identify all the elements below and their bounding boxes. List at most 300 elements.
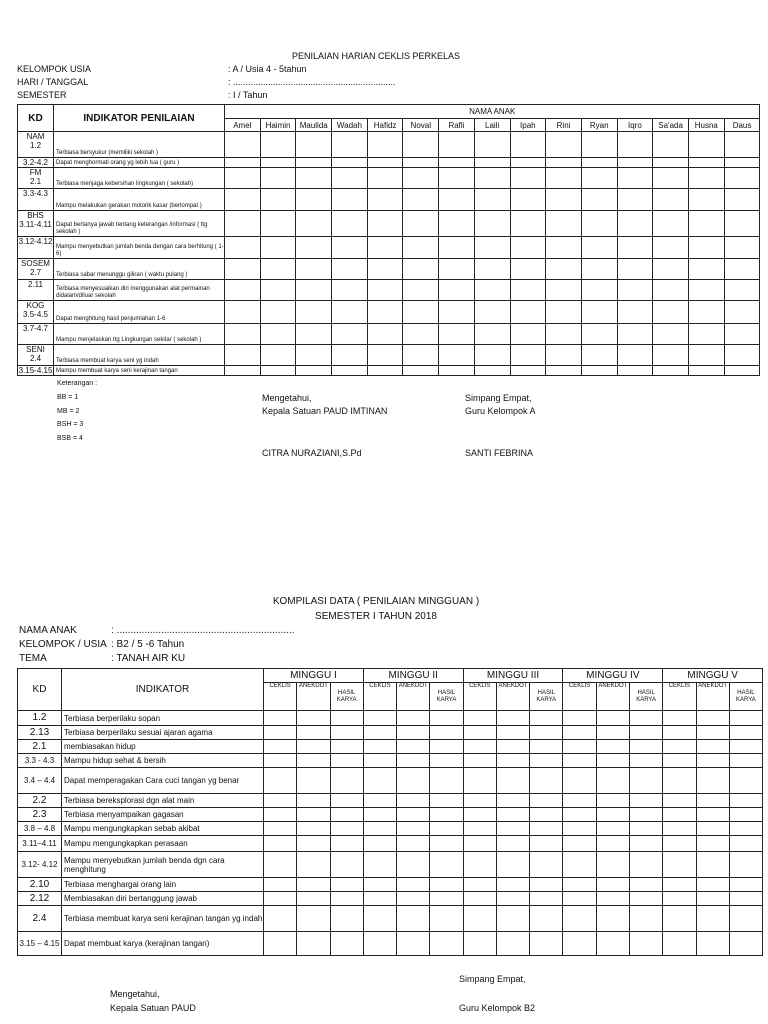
score-cell[interactable] (363, 711, 396, 726)
check-cell[interactable] (260, 237, 296, 259)
score-cell[interactable] (663, 878, 696, 892)
score-cell[interactable] (596, 906, 629, 932)
check-cell[interactable] (617, 301, 653, 324)
score-cell[interactable] (430, 726, 463, 740)
check-cell[interactable] (260, 301, 296, 324)
check-cell[interactable] (225, 259, 261, 280)
score-cell[interactable] (330, 740, 363, 754)
check-cell[interactable] (225, 366, 261, 376)
score-cell[interactable] (496, 932, 529, 956)
score-cell[interactable] (463, 768, 496, 794)
score-cell[interactable] (729, 726, 762, 740)
score-cell[interactable] (330, 878, 363, 892)
check-cell[interactable] (225, 301, 261, 324)
score-cell[interactable] (530, 711, 563, 726)
score-cell[interactable] (696, 932, 729, 956)
check-cell[interactable] (439, 189, 475, 211)
score-cell[interactable] (463, 740, 496, 754)
check-cell[interactable] (260, 366, 296, 376)
check-cell[interactable] (617, 211, 653, 237)
score-cell[interactable] (496, 906, 529, 932)
score-cell[interactable] (729, 711, 762, 726)
check-cell[interactable] (439, 237, 475, 259)
check-cell[interactable] (510, 345, 546, 366)
check-cell[interactable] (260, 259, 296, 280)
check-cell[interactable] (724, 168, 760, 189)
check-cell[interactable] (296, 168, 332, 189)
check-cell[interactable] (581, 324, 617, 345)
score-cell[interactable] (430, 768, 463, 794)
check-cell[interactable] (688, 132, 724, 158)
score-cell[interactable] (297, 932, 330, 956)
check-cell[interactable] (546, 211, 582, 237)
score-cell[interactable] (629, 740, 662, 754)
score-cell[interactable] (397, 754, 430, 768)
score-cell[interactable] (629, 768, 662, 794)
check-cell[interactable] (724, 324, 760, 345)
score-cell[interactable] (596, 852, 629, 878)
check-cell[interactable] (581, 211, 617, 237)
score-cell[interactable] (496, 794, 529, 808)
score-cell[interactable] (629, 822, 662, 836)
check-cell[interactable] (474, 301, 510, 324)
check-cell[interactable] (332, 345, 368, 366)
score-cell[interactable] (663, 906, 696, 932)
check-cell[interactable] (403, 158, 439, 168)
check-cell[interactable] (617, 237, 653, 259)
score-cell[interactable] (496, 822, 529, 836)
score-cell[interactable] (563, 808, 596, 822)
check-cell[interactable] (474, 211, 510, 237)
score-cell[interactable] (530, 726, 563, 740)
check-cell[interactable] (510, 259, 546, 280)
score-cell[interactable] (264, 740, 297, 754)
check-cell[interactable] (439, 168, 475, 189)
score-cell[interactable] (363, 726, 396, 740)
check-cell[interactable] (688, 189, 724, 211)
score-cell[interactable] (729, 794, 762, 808)
score-cell[interactable] (563, 711, 596, 726)
score-cell[interactable] (363, 892, 396, 906)
score-cell[interactable] (463, 726, 496, 740)
score-cell[interactable] (264, 852, 297, 878)
score-cell[interactable] (363, 878, 396, 892)
score-cell[interactable] (397, 836, 430, 852)
check-cell[interactable] (581, 345, 617, 366)
score-cell[interactable] (363, 932, 396, 956)
check-cell[interactable] (724, 211, 760, 237)
check-cell[interactable] (260, 132, 296, 158)
check-cell[interactable] (225, 132, 261, 158)
score-cell[interactable] (563, 794, 596, 808)
score-cell[interactable] (297, 852, 330, 878)
check-cell[interactable] (332, 132, 368, 158)
score-cell[interactable] (530, 836, 563, 852)
check-cell[interactable] (260, 158, 296, 168)
check-cell[interactable] (546, 132, 582, 158)
score-cell[interactable] (264, 768, 297, 794)
score-cell[interactable] (696, 822, 729, 836)
check-cell[interactable] (225, 168, 261, 189)
score-cell[interactable] (363, 822, 396, 836)
score-cell[interactable] (363, 836, 396, 852)
check-cell[interactable] (474, 189, 510, 211)
score-cell[interactable] (297, 740, 330, 754)
score-cell[interactable] (663, 726, 696, 740)
score-cell[interactable] (463, 878, 496, 892)
check-cell[interactable] (474, 259, 510, 280)
score-cell[interactable] (297, 808, 330, 822)
score-cell[interactable] (496, 892, 529, 906)
check-cell[interactable] (474, 280, 510, 301)
check-cell[interactable] (688, 259, 724, 280)
score-cell[interactable] (297, 906, 330, 932)
check-cell[interactable] (724, 366, 760, 376)
score-cell[interactable] (496, 878, 529, 892)
check-cell[interactable] (510, 189, 546, 211)
score-cell[interactable] (264, 878, 297, 892)
check-cell[interactable] (546, 259, 582, 280)
score-cell[interactable] (330, 754, 363, 768)
check-cell[interactable] (510, 280, 546, 301)
score-cell[interactable] (264, 711, 297, 726)
score-cell[interactable] (430, 906, 463, 932)
check-cell[interactable] (653, 168, 689, 189)
score-cell[interactable] (463, 808, 496, 822)
score-cell[interactable] (363, 852, 396, 878)
check-cell[interactable] (296, 189, 332, 211)
score-cell[interactable] (397, 822, 430, 836)
check-cell[interactable] (724, 259, 760, 280)
score-cell[interactable] (297, 726, 330, 740)
score-cell[interactable] (397, 726, 430, 740)
score-cell[interactable] (330, 852, 363, 878)
score-cell[interactable] (596, 822, 629, 836)
score-cell[interactable] (596, 932, 629, 956)
score-cell[interactable] (330, 768, 363, 794)
score-cell[interactable] (430, 740, 463, 754)
score-cell[interactable] (530, 768, 563, 794)
check-cell[interactable] (439, 280, 475, 301)
check-cell[interactable] (403, 301, 439, 324)
check-cell[interactable] (653, 189, 689, 211)
score-cell[interactable] (663, 754, 696, 768)
check-cell[interactable] (653, 259, 689, 280)
score-cell[interactable] (596, 711, 629, 726)
score-cell[interactable] (596, 740, 629, 754)
check-cell[interactable] (225, 211, 261, 237)
score-cell[interactable] (397, 711, 430, 726)
score-cell[interactable] (430, 836, 463, 852)
check-cell[interactable] (474, 158, 510, 168)
check-cell[interactable] (581, 259, 617, 280)
score-cell[interactable] (629, 932, 662, 956)
score-cell[interactable] (629, 878, 662, 892)
check-cell[interactable] (403, 168, 439, 189)
score-cell[interactable] (264, 906, 297, 932)
score-cell[interactable] (729, 808, 762, 822)
check-cell[interactable] (653, 301, 689, 324)
score-cell[interactable] (330, 836, 363, 852)
score-cell[interactable] (696, 892, 729, 906)
check-cell[interactable] (474, 237, 510, 259)
check-cell[interactable] (439, 158, 475, 168)
check-cell[interactable] (546, 345, 582, 366)
score-cell[interactable] (663, 711, 696, 726)
check-cell[interactable] (260, 189, 296, 211)
score-cell[interactable] (496, 836, 529, 852)
check-cell[interactable] (653, 280, 689, 301)
score-cell[interactable] (596, 794, 629, 808)
score-cell[interactable] (397, 878, 430, 892)
check-cell[interactable] (403, 280, 439, 301)
check-cell[interactable] (367, 301, 403, 324)
score-cell[interactable] (563, 852, 596, 878)
score-cell[interactable] (496, 768, 529, 794)
score-cell[interactable] (563, 740, 596, 754)
score-cell[interactable] (397, 768, 430, 794)
check-cell[interactable] (581, 280, 617, 301)
check-cell[interactable] (581, 168, 617, 189)
score-cell[interactable] (629, 852, 662, 878)
check-cell[interactable] (225, 324, 261, 345)
score-cell[interactable] (563, 932, 596, 956)
score-cell[interactable] (363, 754, 396, 768)
score-cell[interactable] (663, 768, 696, 794)
score-cell[interactable] (696, 711, 729, 726)
check-cell[interactable] (617, 132, 653, 158)
check-cell[interactable] (296, 280, 332, 301)
score-cell[interactable] (330, 906, 363, 932)
score-cell[interactable] (563, 878, 596, 892)
score-cell[interactable] (463, 852, 496, 878)
score-cell[interactable] (729, 852, 762, 878)
check-cell[interactable] (510, 168, 546, 189)
score-cell[interactable] (463, 906, 496, 932)
score-cell[interactable] (596, 892, 629, 906)
score-cell[interactable] (596, 808, 629, 822)
check-cell[interactable] (617, 168, 653, 189)
check-cell[interactable] (724, 189, 760, 211)
check-cell[interactable] (653, 345, 689, 366)
score-cell[interactable] (397, 906, 430, 932)
score-cell[interactable] (330, 932, 363, 956)
check-cell[interactable] (367, 366, 403, 376)
check-cell[interactable] (688, 280, 724, 301)
score-cell[interactable] (397, 794, 430, 808)
score-cell[interactable] (496, 740, 529, 754)
score-cell[interactable] (430, 878, 463, 892)
score-cell[interactable] (696, 794, 729, 808)
score-cell[interactable] (330, 892, 363, 906)
check-cell[interactable] (439, 301, 475, 324)
score-cell[interactable] (696, 852, 729, 878)
check-cell[interactable] (332, 259, 368, 280)
check-cell[interactable] (367, 345, 403, 366)
score-cell[interactable] (264, 822, 297, 836)
check-cell[interactable] (474, 324, 510, 345)
score-cell[interactable] (663, 836, 696, 852)
check-cell[interactable] (367, 132, 403, 158)
score-cell[interactable] (729, 754, 762, 768)
check-cell[interactable] (581, 301, 617, 324)
score-cell[interactable] (463, 892, 496, 906)
check-cell[interactable] (225, 237, 261, 259)
check-cell[interactable] (367, 158, 403, 168)
score-cell[interactable] (496, 808, 529, 822)
score-cell[interactable] (596, 726, 629, 740)
score-cell[interactable] (696, 906, 729, 932)
score-cell[interactable] (629, 754, 662, 768)
check-cell[interactable] (260, 345, 296, 366)
check-cell[interactable] (332, 324, 368, 345)
check-cell[interactable] (510, 324, 546, 345)
check-cell[interactable] (474, 345, 510, 366)
score-cell[interactable] (530, 892, 563, 906)
score-cell[interactable] (463, 794, 496, 808)
check-cell[interactable] (332, 301, 368, 324)
check-cell[interactable] (260, 211, 296, 237)
score-cell[interactable] (363, 808, 396, 822)
score-cell[interactable] (297, 822, 330, 836)
check-cell[interactable] (724, 345, 760, 366)
score-cell[interactable] (530, 740, 563, 754)
check-cell[interactable] (296, 301, 332, 324)
check-cell[interactable] (332, 211, 368, 237)
score-cell[interactable] (629, 794, 662, 808)
check-cell[interactable] (332, 189, 368, 211)
score-cell[interactable] (264, 836, 297, 852)
check-cell[interactable] (546, 237, 582, 259)
score-cell[interactable] (696, 726, 729, 740)
score-cell[interactable] (696, 754, 729, 768)
check-cell[interactable] (225, 189, 261, 211)
score-cell[interactable] (729, 740, 762, 754)
check-cell[interactable] (688, 211, 724, 237)
score-cell[interactable] (530, 808, 563, 822)
score-cell[interactable] (729, 906, 762, 932)
score-cell[interactable] (496, 852, 529, 878)
score-cell[interactable] (696, 768, 729, 794)
score-cell[interactable] (563, 892, 596, 906)
check-cell[interactable] (367, 259, 403, 280)
check-cell[interactable] (546, 280, 582, 301)
score-cell[interactable] (330, 822, 363, 836)
score-cell[interactable] (530, 932, 563, 956)
check-cell[interactable] (510, 132, 546, 158)
check-cell[interactable] (403, 366, 439, 376)
check-cell[interactable] (653, 324, 689, 345)
check-cell[interactable] (403, 259, 439, 280)
score-cell[interactable] (629, 836, 662, 852)
check-cell[interactable] (617, 345, 653, 366)
score-cell[interactable] (663, 808, 696, 822)
score-cell[interactable] (696, 878, 729, 892)
score-cell[interactable] (696, 740, 729, 754)
score-cell[interactable] (330, 726, 363, 740)
check-cell[interactable] (260, 280, 296, 301)
check-cell[interactable] (581, 132, 617, 158)
score-cell[interactable] (463, 822, 496, 836)
check-cell[interactable] (653, 158, 689, 168)
score-cell[interactable] (363, 906, 396, 932)
score-cell[interactable] (264, 892, 297, 906)
check-cell[interactable] (403, 132, 439, 158)
score-cell[interactable] (563, 754, 596, 768)
check-cell[interactable] (546, 324, 582, 345)
check-cell[interactable] (724, 280, 760, 301)
score-cell[interactable] (496, 726, 529, 740)
score-cell[interactable] (563, 768, 596, 794)
score-cell[interactable] (663, 932, 696, 956)
check-cell[interactable] (617, 158, 653, 168)
score-cell[interactable] (696, 836, 729, 852)
check-cell[interactable] (260, 324, 296, 345)
check-cell[interactable] (617, 189, 653, 211)
score-cell[interactable] (663, 892, 696, 906)
check-cell[interactable] (439, 345, 475, 366)
score-cell[interactable] (729, 892, 762, 906)
check-cell[interactable] (474, 366, 510, 376)
score-cell[interactable] (397, 852, 430, 878)
score-cell[interactable] (729, 822, 762, 836)
score-cell[interactable] (530, 822, 563, 836)
score-cell[interactable] (264, 754, 297, 768)
score-cell[interactable] (729, 878, 762, 892)
score-cell[interactable] (563, 822, 596, 836)
check-cell[interactable] (403, 345, 439, 366)
check-cell[interactable] (367, 168, 403, 189)
check-cell[interactable] (332, 158, 368, 168)
check-cell[interactable] (510, 301, 546, 324)
score-cell[interactable] (297, 878, 330, 892)
score-cell[interactable] (663, 852, 696, 878)
score-cell[interactable] (330, 794, 363, 808)
check-cell[interactable] (474, 132, 510, 158)
score-cell[interactable] (530, 906, 563, 932)
check-cell[interactable] (724, 132, 760, 158)
check-cell[interactable] (510, 237, 546, 259)
score-cell[interactable] (297, 768, 330, 794)
check-cell[interactable] (546, 301, 582, 324)
score-cell[interactable] (463, 836, 496, 852)
check-cell[interactable] (367, 211, 403, 237)
score-cell[interactable] (629, 711, 662, 726)
score-cell[interactable] (397, 932, 430, 956)
check-cell[interactable] (296, 158, 332, 168)
score-cell[interactable] (430, 932, 463, 956)
score-cell[interactable] (663, 740, 696, 754)
check-cell[interactable] (439, 324, 475, 345)
score-cell[interactable] (397, 808, 430, 822)
score-cell[interactable] (563, 836, 596, 852)
score-cell[interactable] (530, 794, 563, 808)
check-cell[interactable] (332, 366, 368, 376)
check-cell[interactable] (617, 324, 653, 345)
score-cell[interactable] (596, 878, 629, 892)
score-cell[interactable] (264, 726, 297, 740)
check-cell[interactable] (474, 168, 510, 189)
check-cell[interactable] (439, 259, 475, 280)
check-cell[interactable] (546, 366, 582, 376)
score-cell[interactable] (729, 932, 762, 956)
check-cell[interactable] (225, 280, 261, 301)
check-cell[interactable] (688, 168, 724, 189)
check-cell[interactable] (688, 237, 724, 259)
score-cell[interactable] (530, 878, 563, 892)
check-cell[interactable] (688, 345, 724, 366)
check-cell[interactable] (296, 366, 332, 376)
